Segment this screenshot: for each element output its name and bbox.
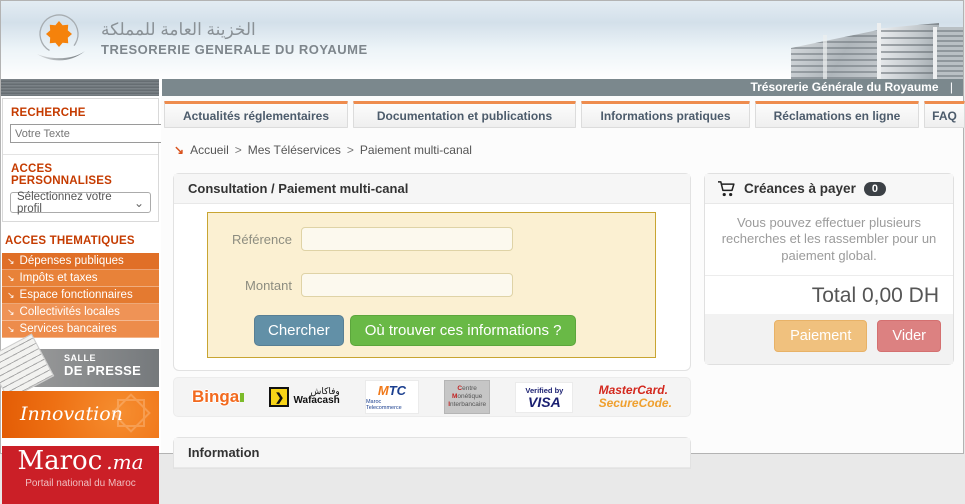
tab-reclamations-en-ligne[interactable]: Réclamations en ligne [755,101,919,128]
binga-logo[interactable] [192,387,244,407]
banner-maroc-ma[interactable] [2,446,159,504]
sidebar-search-box [2,98,159,222]
mastercard-line1: MasterCard. [598,383,668,398]
topbar-title: Trésorerie Générale du Royaume [750,80,939,94]
logo-arabic: الخزينة العامة للمملكة [101,19,256,39]
montant-label: Montant [245,277,292,293]
menu-arrow-icon: ↘ [7,289,15,300]
maroc-tld: .ma [106,450,144,474]
chevron-down-icon: ⌄ [133,195,144,210]
breadcrumb-accueil[interactable]: Accueil [190,143,229,157]
visa-top-text: Verified by [525,385,564,395]
mtc-caption: Maroc Telecommerce [365,398,402,411]
breadcrumb-arrow-icon: ↘ [174,143,185,157]
paiement-button[interactable]: Paiement [774,320,867,352]
topbar [1,79,963,96]
divider [3,154,158,155]
montant-field[interactable] [301,273,513,297]
creances-total [705,276,953,314]
innovation-label: Innovation [20,403,123,425]
tab-bar [164,101,962,128]
sidebar-item-label: Espace fonctionnaires [19,289,133,301]
sidebar-item-espace-fonctionnaires[interactable] [2,287,159,304]
press-line1: SALLE [64,353,97,363]
information-panel-title: Information [174,438,690,468]
vider-button[interactable]: Vider [877,320,941,352]
mtc-monogram: MTC [377,382,407,398]
logo-text [101,20,368,57]
sidebar-item-label: Dépenses publiques [19,255,124,267]
maroc-subtitle: Portail national du Maroc [25,478,136,489]
creances-title: Créances à payer [744,181,856,196]
logo-latin: TRESORERIE GENERALE DU ROYAUME [101,41,368,57]
reference-label: Référence [232,231,292,247]
binga-dot-icon [240,393,244,402]
topbar-stripes [1,79,159,96]
breadcrumb-mes-teleservices[interactable]: Mes Téléservices [247,143,341,157]
banner-innovation[interactable] [2,391,159,438]
creances-panel [704,173,954,365]
cmi-line: Monétique [451,392,483,400]
sidebar-item-label: Impôts et taxes [19,272,98,284]
breadcrumb [174,143,963,157]
wafacash-logo[interactable] [269,387,339,407]
breadcrumb-separator: > [234,143,242,157]
tab-documentation-publications[interactable]: Documentation et publications [353,101,576,128]
consultation-panel [173,173,691,371]
mastercard-line2: SecureCode. [598,396,672,410]
total-value: 0,00 DH [861,283,939,307]
sidebar-item-depenses-publiques[interactable] [2,253,159,270]
topbar-separator: | [949,80,953,94]
sidebar-item-label: Services bancaires [19,323,117,335]
creances-header [705,174,953,204]
sidebar-item-collectivites-locales[interactable] [2,304,159,321]
visa-wordmark: VISA [528,393,561,410]
payment-partners-strip [173,377,691,417]
cmi-logo[interactable] [444,380,490,414]
menu-arrow-icon: ↘ [7,306,15,317]
maroc-name: Maroc [17,446,103,476]
search-title: RECHERCHE [11,107,86,119]
cart-icon [717,180,736,197]
themes-menu [2,253,159,338]
verified-by-visa-logo[interactable] [515,382,573,413]
menu-arrow-icon: ↘ [7,255,15,266]
press-line2: DE PRESSE [64,362,142,378]
wafacash-latin: Wafacash [293,395,340,407]
sidebar [2,98,159,504]
breadcrumb-separator: > [346,143,354,157]
creances-description: Vous pouvez effectuer plusieurs recherches et les rassembler pour un paiement global. [705,204,953,276]
tgr-star-icon [31,9,87,67]
tab-faq[interactable]: FAQ [924,101,965,128]
themes-title: ACCES THEMATIQUES [5,235,135,247]
wafacash-arabic: وفاكاش [310,386,340,397]
binga-text: Binga [192,387,240,406]
profile-select-value: Sélectionnez votre profil [17,190,112,215]
tab-informations-pratiques[interactable]: Informations pratiques [581,101,750,128]
wafacash-arrow-icon: ❯ [269,387,289,407]
sidebar-item-label: Collectivités locales [19,306,120,318]
logo[interactable] [31,9,368,67]
main-content [161,96,963,460]
reference-field[interactable] [301,227,513,251]
menu-arrow-icon: ↘ [7,272,15,283]
payment-search-form [207,212,656,358]
site-header [1,1,963,79]
consultation-panel-title: Consultation / Paiement multi-canal [174,174,690,204]
menu-arrow-icon: ↘ [7,323,15,334]
total-label: Total [811,283,857,307]
maroc-telecommerce-logo[interactable] [365,380,419,414]
tab-actualites-reglementaires[interactable]: Actualités réglementaires [164,101,348,128]
breadcrumb-current: Paiement multi-canal [359,143,472,157]
cmi-line: Interbancaire [448,401,487,409]
mastercard-securecode-logo[interactable] [599,384,672,409]
search-input[interactable] [10,124,162,143]
building-image [783,21,963,79]
chercher-button[interactable]: Chercher [254,315,344,346]
profile-select[interactable] [10,192,151,213]
banner-salle-de-presse[interactable] [2,349,159,387]
creances-actions [705,314,953,364]
information-panel [173,437,691,469]
cmi-line: Centre [457,384,477,392]
profiles-title: ACCES PERSONNALISES [11,163,113,187]
sidebar-item-impots-et-taxes[interactable] [2,270,159,287]
ou-trouver-informations-button[interactable]: Où trouver ces informations ? [350,315,577,346]
creances-count-badge: 0 [864,182,886,196]
topbar-title-bar [162,79,963,96]
